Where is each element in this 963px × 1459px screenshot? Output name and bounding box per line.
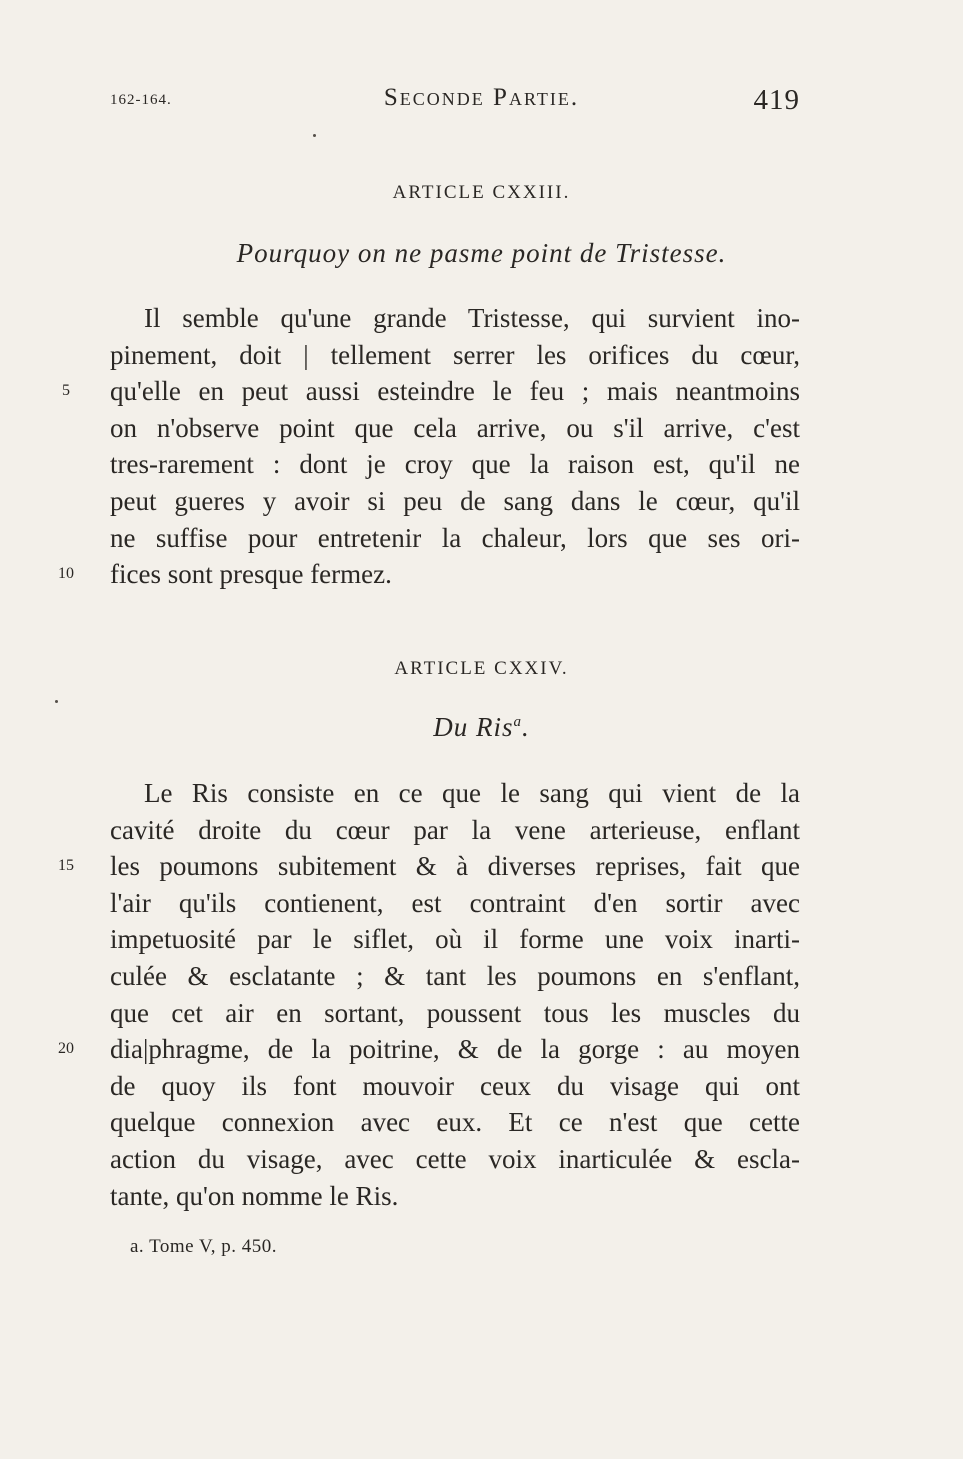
article-124-text [110, 775, 800, 1214]
text-line: tres-rarement : dont je croy que la raison est, qu'il ne [110, 449, 800, 480]
text-line: impetuosité par le siflet, où il forme une voix inarti- [110, 924, 800, 955]
text-line: pinement, doit | tellement serrer les orifices du cœur, [110, 339, 800, 370]
text-line: les poumons subitement & à diverses reprises, fait que [110, 851, 800, 882]
footnote: a. Tome V, p. 450. [130, 1236, 278, 1257]
text-line: on n'observe point que cela arrive, ou s'il arrive, c'est [110, 412, 800, 443]
page-number: 419 [753, 84, 800, 116]
article-123-text [110, 300, 800, 593]
text-line: Le Ris consiste en ce que le sang qui vient de la [144, 778, 800, 808]
text-line: que cet air en sortant, poussent tous les muscles du [110, 997, 800, 1028]
text-line: tante, qu'on nomme le Ris. [110, 1180, 399, 1211]
article-124-title [0, 712, 963, 743]
scan-speck [55, 700, 58, 703]
text-line: peut gueres y avoir si peu de sang dans le cœur, qu'il [110, 485, 800, 516]
footnote-marker: a [513, 714, 522, 730]
text-line: l'air qu'ils contienent, est contraint d'en sortir avec [110, 887, 800, 918]
text-line: dia|phragme, de la poitrine, & de la gorge : au moyen [110, 1034, 800, 1065]
text-line: quelque connexion avec eux. Et ce n'est que cette [110, 1107, 800, 1138]
scan-speck [313, 134, 316, 137]
article-123-heading: ARTICLE CXXIII. [392, 182, 571, 203]
article-124-title-text: Du Ris [433, 712, 514, 742]
page-range: 162-164. [110, 92, 172, 108]
article-123-title: Pourquoy on ne pasme point de Tristesse. [236, 238, 727, 268]
line-number: 5 [62, 382, 70, 399]
text-line: fices sont presque fermez. [110, 559, 392, 590]
line-number: 20 [58, 1040, 74, 1057]
text-line: ne suffise pour entretenir la chaleur, lors que ses ori- [110, 522, 800, 553]
line-number: 15 [58, 857, 74, 874]
text-line: Il semble qu'une grande Tristesse, qui survient ino- [144, 303, 800, 333]
running-head [0, 84, 963, 118]
article-124-heading: ARTICLE CXXIV. [394, 658, 569, 679]
line-number: 10 [58, 565, 74, 582]
text-line: qu'elle en peut aussi esteindre le feu ; mais neantmoins [110, 376, 800, 407]
text-line: culée & esclatante ; & tant les poumons en s'enflant, [110, 960, 800, 991]
title-period: . [522, 712, 530, 742]
text-line: de quoy ils font mouvoir ceux du visage qui ont [110, 1070, 800, 1101]
text-line: action du visage, avec cette voix inarticulée & escla- [110, 1143, 800, 1174]
text-line: cavité droite du cœur par la vene arterieuse, enflant [110, 814, 800, 845]
running-title: Seconde Partie. [383, 84, 580, 111]
